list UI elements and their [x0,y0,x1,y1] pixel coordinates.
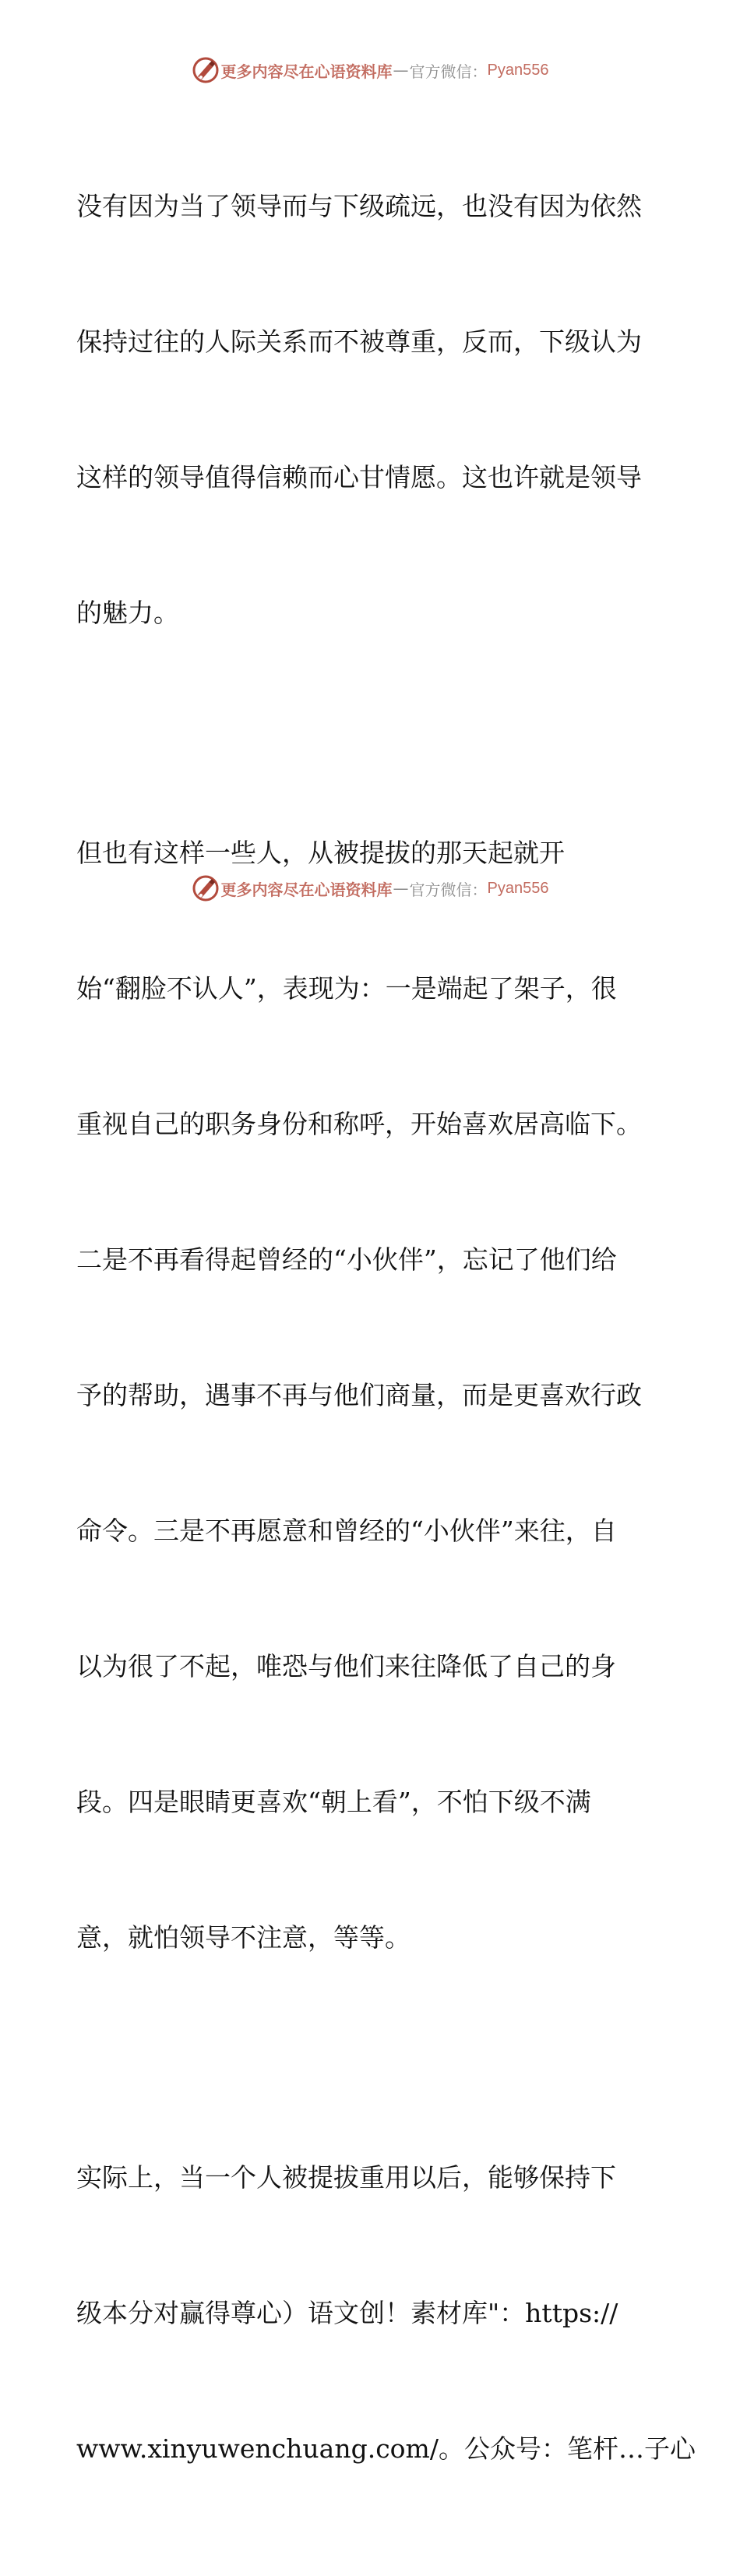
paragraph-3 [76,2065,696,2562]
banner-wechat-label: 官方微信： [409,880,488,899]
banner-wechat-label: 官方微信： [409,62,488,81]
banner-dash: — [393,879,409,898]
text-line: 段。四是眼睛更喜欢“朝上看”，不怕下级不满 [76,1787,591,1817]
footer-watermark-banner [0,873,740,904]
text-line: www.xinyuwenchuang.com/。公众号：笔杆…子心 [76,2433,696,2464]
header-watermark-banner [0,55,740,86]
text-line: 予的帮助，遇事不再与他们商量，而是更喜欢行政 [76,1380,642,1410]
text-line: 命令。三是不再愿意和曾经的“小伙伴”来往，自 [76,1516,617,1546]
text-line: 始“翻脸不认人”，表现为：一是端起了架子，很 [76,973,617,1004]
text-line: 以为很了不起，唯恐与他们来往降低了自己的身 [76,1651,616,1681]
text-line: 没有因为当了领导而与下级疏远，也没有因为依然 [76,191,642,221]
text-line: 意，就怕领导不注意，等等。 [76,1922,411,1953]
document-body [76,94,696,2576]
text-line: 实际上，当一个人被提拔重用以后，能够保持下 [76,2162,616,2193]
banner-site-text: 更多内容尽在心语资料库 [220,62,393,81]
text-line: 的魅力。 [76,598,179,628]
text-line: 保持过往的人际关系而不被尊重，反而，下级认为 [76,326,642,357]
text-line: 二是不再看得起曾经的“小伙伴”，忘记了他们给 [76,1244,617,1275]
pen-logo-icon [192,56,220,84]
paragraph-1 [76,94,668,726]
text-line: 这样的领导值得信赖而心甘情愿。这也许就是领导 [76,462,642,492]
paragraph-2 [76,740,668,2051]
banner-site-text: 更多内容尽在心语资料库 [220,880,393,899]
banner-wechat-id: Pyan556 [487,61,549,79]
pen-logo-icon [192,874,220,902]
text-line: 重视自己的职务身份和称呼，开始喜欢居高临下。 [76,1109,642,1139]
text-line: 级本分对赢得尊心）语文创！素材库"：https:// [76,2298,618,2328]
text-line: 但也有这样一些人，从被提拔的那天起就开 [76,838,565,868]
banner-dash: — [393,61,409,79]
banner-wechat-id: Pyan556 [487,879,549,897]
